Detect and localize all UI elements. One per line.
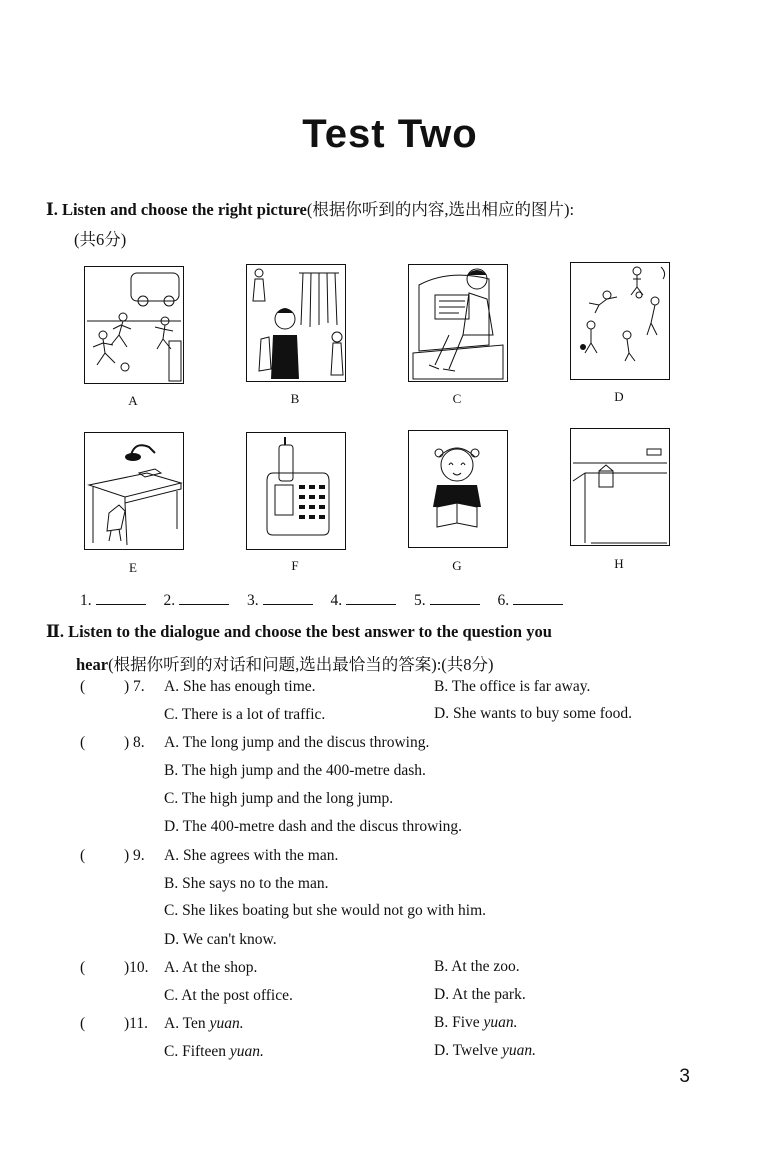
- option-b[interactable]: B. She says no to the man.: [164, 875, 329, 892]
- people-playing-sports-icon: [571, 263, 669, 379]
- boys-playing-football-icon: [85, 267, 183, 383]
- option-a[interactable]: A. She has enough time.: [164, 678, 316, 695]
- answer-paren[interactable]: (: [80, 678, 86, 695]
- option-d[interactable]: D. She wants to buy some food.: [434, 705, 633, 722]
- blank-number: 6.: [497, 592, 510, 609]
- blank-4[interactable]: [331, 592, 397, 610]
- blank-5[interactable]: [414, 592, 480, 610]
- desk-with-lamp-and-dog-icon: [85, 433, 183, 549]
- section-2-heading-text: Ⅱ. Listen to the dialogue and choose the best answer to the question you: [46, 622, 552, 641]
- blank-3[interactable]: [247, 592, 313, 610]
- blank-line: [263, 592, 313, 605]
- classroom-desk-icon: [571, 429, 669, 545]
- answer-paren[interactable]: (: [80, 959, 86, 976]
- option-a[interactable]: A. The long jump and the discus throwing.: [164, 734, 430, 751]
- picture-f: [246, 432, 346, 550]
- option-text: B. Five: [434, 1014, 480, 1031]
- picture-label: F: [291, 558, 299, 573]
- question-number: ) 7.: [124, 678, 145, 695]
- boy-shopping-clothes-icon: [247, 265, 345, 381]
- option-d[interactable]: D. The 400-metre dash and the discus throwing.: [164, 818, 463, 835]
- question-number: ) 8.: [124, 734, 145, 751]
- picture-b: [246, 264, 346, 382]
- section-2-score: (共8分): [441, 655, 494, 674]
- answer-paren[interactable]: (: [80, 1015, 86, 1032]
- section-2-heading-cn: (根据你听到的对话和问题,选出最恰当的答案):: [108, 655, 442, 674]
- option-d[interactable]: D. At the park.: [434, 986, 526, 1003]
- option-text: D. Twelve: [434, 1042, 499, 1059]
- section-1-score: (共6分): [74, 230, 127, 249]
- blank-number: 1.: [80, 592, 92, 609]
- option-a[interactable]: A. At the shop.: [164, 959, 258, 976]
- blank-number: 5.: [414, 592, 426, 609]
- answer-paren[interactable]: (: [80, 734, 86, 751]
- picture-label: D: [614, 389, 624, 404]
- picture-d: [570, 262, 670, 380]
- picture-e: [84, 432, 184, 550]
- option-unit: yuan.: [229, 1043, 264, 1060]
- answer-blanks: [80, 592, 577, 610]
- blank-1[interactable]: [80, 592, 146, 610]
- picture-c: [408, 264, 508, 382]
- blank-6[interactable]: [498, 592, 564, 610]
- picture-label: A: [128, 393, 138, 408]
- blank-line: [179, 592, 229, 605]
- option-unit: yuan.: [483, 1014, 518, 1031]
- option-a[interactable]: [164, 1015, 244, 1033]
- option-b[interactable]: B. The office is far away.: [434, 678, 591, 695]
- section-1-heading-cn: (根据你听到的内容,选出相应的图片):: [306, 200, 575, 219]
- blank-number: 2.: [163, 592, 176, 609]
- section-1-heading-text: Ⅰ. Listen and choose the right picture: [46, 200, 307, 219]
- blank-number: 3.: [247, 592, 259, 609]
- blank-line: [346, 592, 396, 605]
- picture-label: C: [452, 391, 462, 406]
- picture-label: B: [290, 391, 300, 406]
- page-title: Test Two: [302, 112, 478, 156]
- option-text: A. Ten: [164, 1015, 206, 1032]
- blank-number: 4.: [330, 592, 343, 609]
- blank-line: [96, 592, 146, 605]
- picture-label: H: [614, 556, 624, 571]
- section-2-heading-hear: hear: [76, 655, 109, 674]
- girl-reading-book-icon: [409, 431, 507, 547]
- picture-a: [84, 266, 184, 384]
- option-unit: yuan.: [209, 1015, 244, 1032]
- option-c[interactable]: C. At the post office.: [164, 987, 293, 1004]
- option-d[interactable]: [434, 1042, 536, 1060]
- option-b[interactable]: B. The high jump and the 400-metre dash.: [164, 762, 426, 779]
- option-c[interactable]: C. The high jump and the long jump.: [164, 790, 394, 807]
- picture-g: [408, 430, 508, 548]
- option-c[interactable]: C. She likes boating but she would not go with him.: [164, 902, 487, 919]
- blank-line: [430, 592, 480, 605]
- picture-label: G: [452, 558, 462, 573]
- question-number: )11.: [124, 1015, 148, 1032]
- section-1-heading: [46, 196, 574, 220]
- option-a[interactable]: A. She agrees with the man.: [164, 847, 339, 864]
- blank-2[interactable]: [164, 592, 230, 610]
- page-number: 3: [679, 1066, 690, 1087]
- answer-paren[interactable]: (: [80, 847, 86, 864]
- option-d[interactable]: D. We can't know.: [164, 931, 277, 948]
- question-number: )10.: [124, 959, 149, 976]
- man-reading-newspaper-icon: [409, 265, 507, 381]
- section-2-heading: [46, 622, 552, 642]
- picture-label: E: [129, 560, 137, 575]
- option-text: C. Fifteen: [164, 1043, 226, 1060]
- option-b[interactable]: [434, 1014, 518, 1032]
- question-number: ) 9.: [124, 847, 145, 864]
- picture-h: [570, 428, 670, 546]
- blank-line: [513, 592, 563, 605]
- option-b[interactable]: B. At the zoo.: [434, 958, 520, 975]
- option-unit: yuan.: [501, 1042, 536, 1059]
- option-c[interactable]: [164, 1043, 264, 1061]
- option-c[interactable]: C. There is a lot of traffic.: [164, 706, 326, 723]
- telephone-icon: [247, 433, 345, 549]
- section-2-heading-line2: [76, 651, 494, 675]
